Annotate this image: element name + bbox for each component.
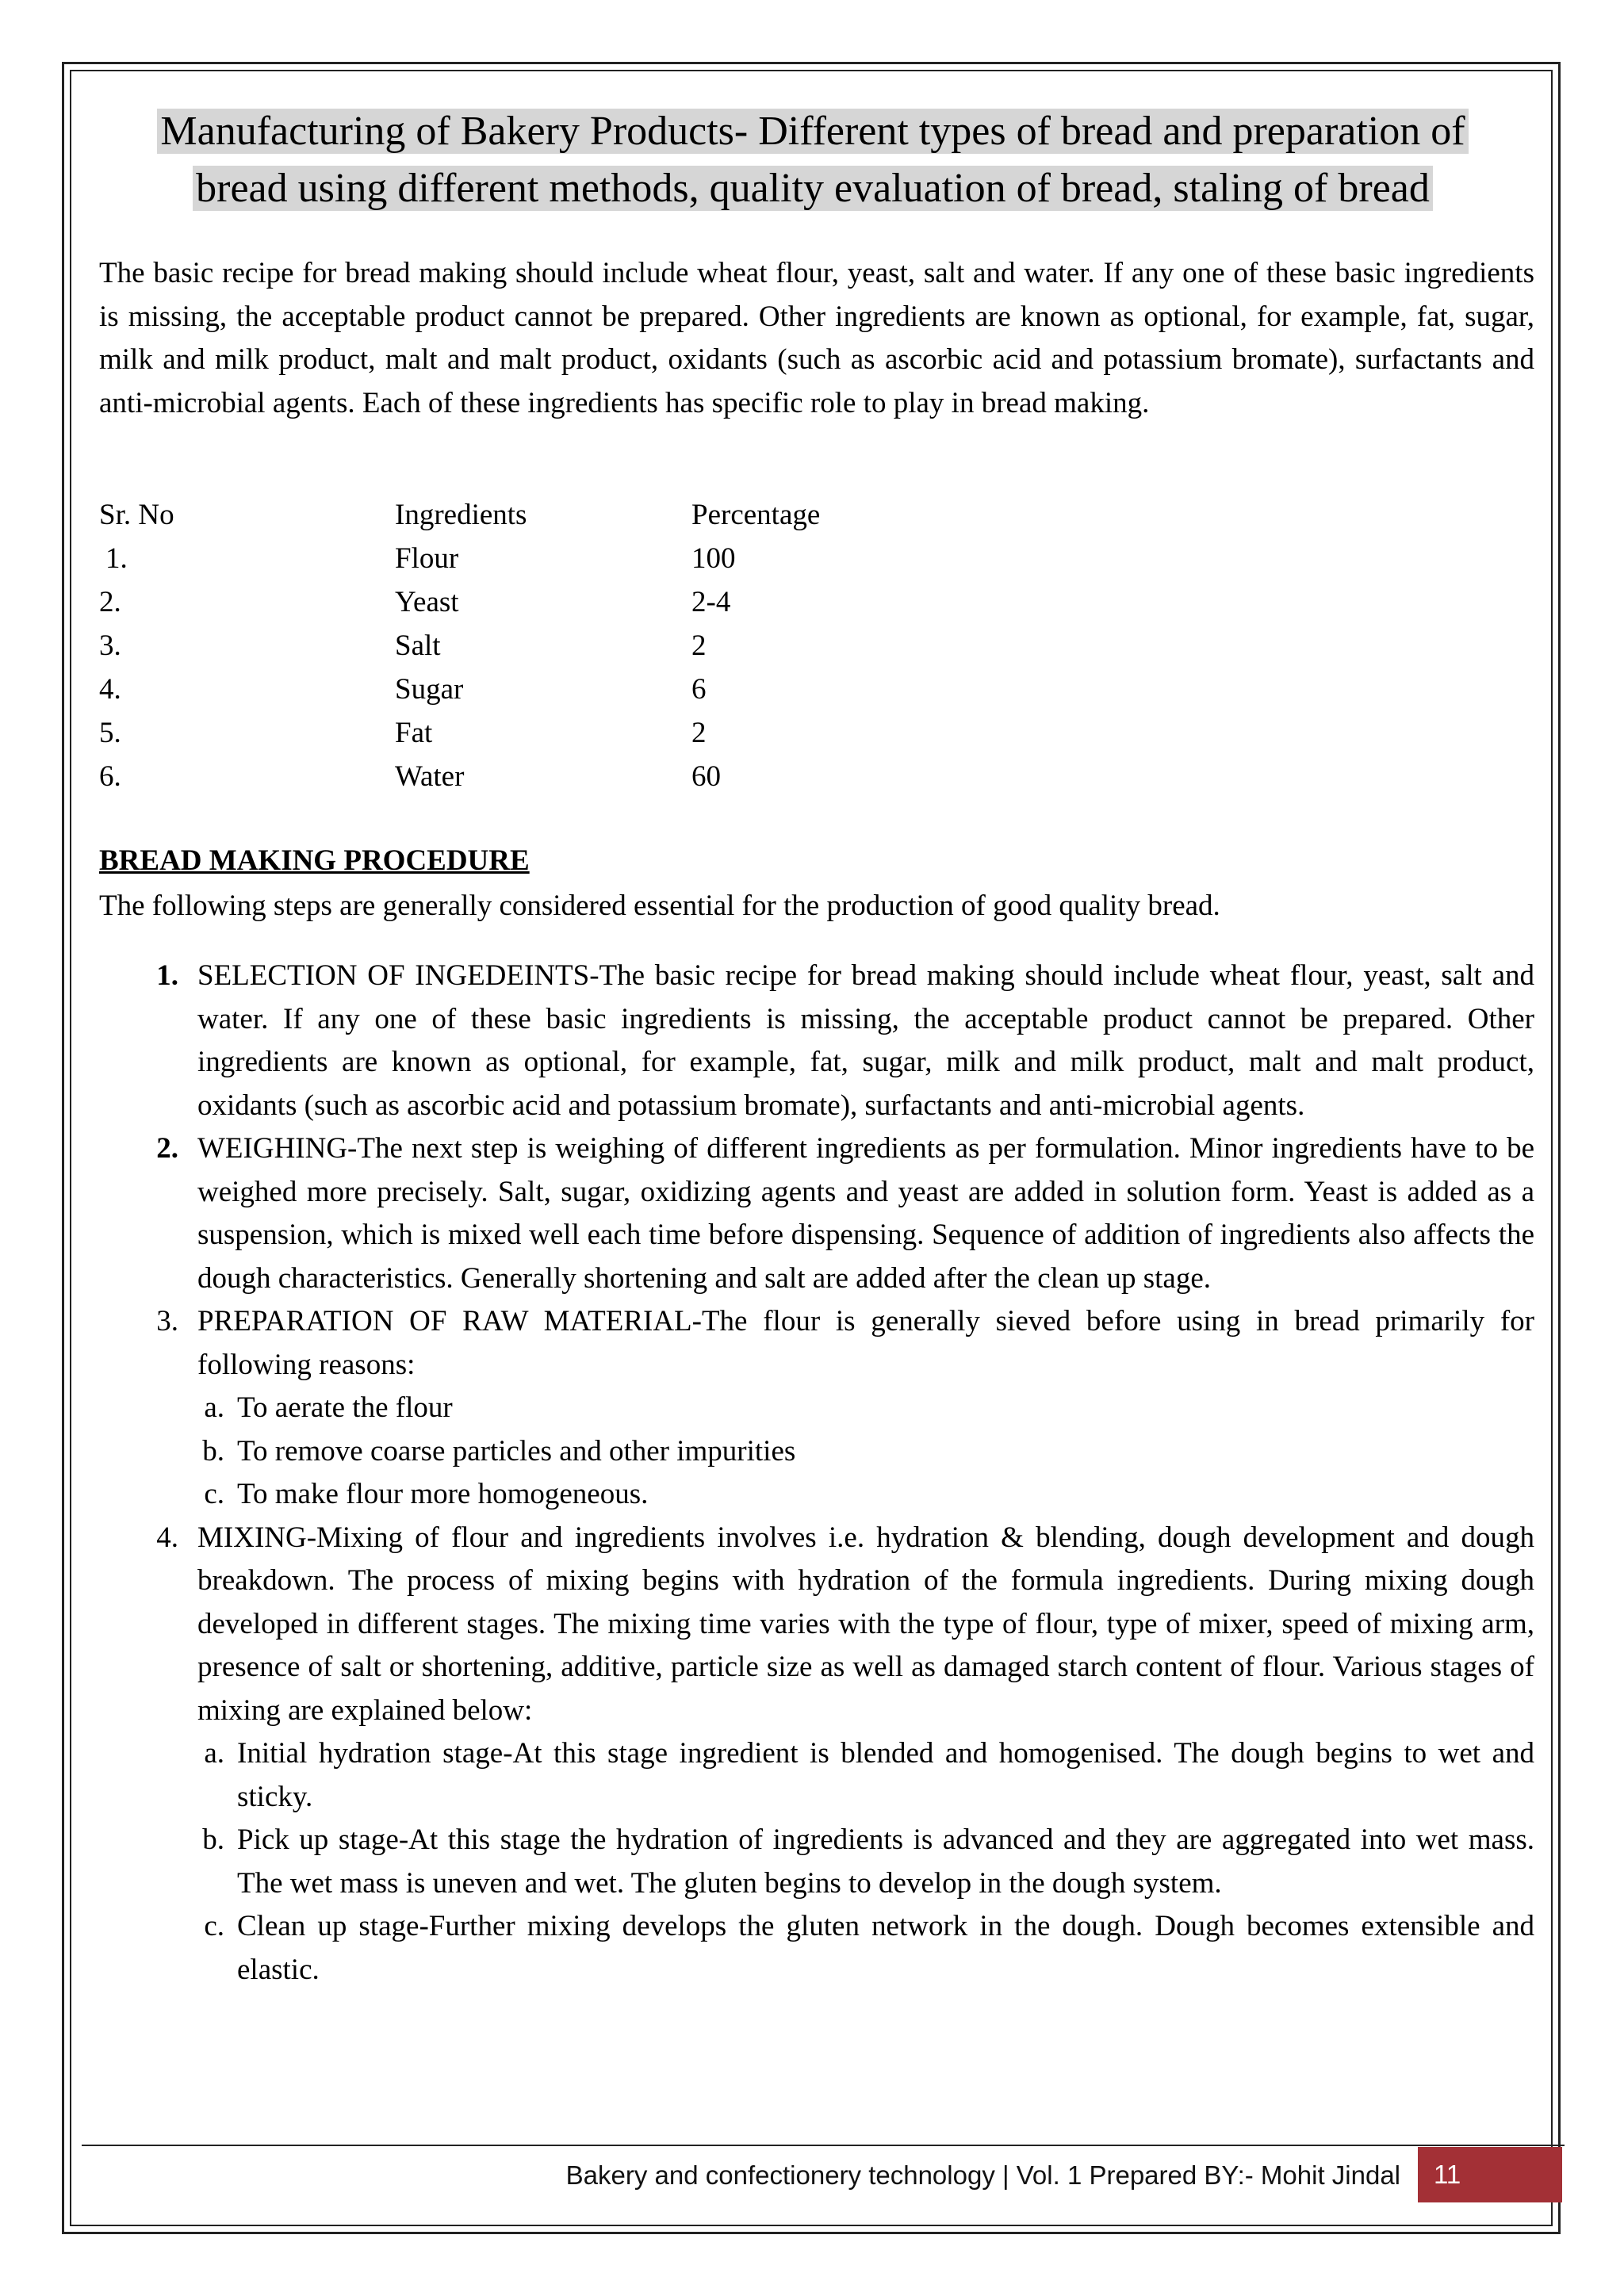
footer-text: Bakery and confectionery technology | Vol. 1 Prepared BY:- Mohit Jindal <box>565 2160 1400 2190</box>
table-header-ingredients: Ingredients <box>395 499 527 531</box>
sub-list-item-text: Initial hydration stage-At this stage ingredient is blended and homogenised. The dough begins to wet and sticky. <box>237 1737 1534 1813</box>
sub-list-item <box>139 1819 1534 1905</box>
sub-list-item-text: To make flour more homogeneous. <box>237 1478 649 1510</box>
table-cell-ingredient: Flour <box>395 542 459 575</box>
sub-list-item <box>139 1387 1534 1430</box>
table-cell-srno: 6. <box>99 760 121 793</box>
list-item <box>139 1300 1534 1387</box>
list-item <box>139 1517 1534 1733</box>
table-cell-percentage: 2-4 <box>691 586 731 618</box>
table-cell-percentage: 6 <box>691 673 707 706</box>
table-row <box>99 537 892 580</box>
footer-rule <box>82 2145 1565 2146</box>
list-item <box>139 1127 1534 1300</box>
list-item-number: 2. <box>156 1132 178 1165</box>
sub-list-item-letter: b. <box>202 1434 224 1468</box>
document-title <box>119 103 1507 217</box>
table-row <box>99 755 892 798</box>
procedure-list <box>139 955 1534 1992</box>
table-cell-percentage: 2 <box>691 717 707 749</box>
table-cell-ingredient: Sugar <box>395 673 464 706</box>
table-cell-srno: 3. <box>99 629 121 662</box>
table-cell-percentage: 100 <box>691 542 736 575</box>
table-cell-percentage: 2 <box>691 629 707 662</box>
table-row <box>99 580 892 624</box>
table-cell-ingredient: Yeast <box>395 586 459 618</box>
section-heading: BREAD MAKING PROCEDURE <box>99 844 530 877</box>
sub-list-item <box>139 1732 1534 1819</box>
table-header-srno: Sr. No <box>99 499 174 531</box>
list-item-number: 4. <box>156 1521 178 1554</box>
list-item-text: MIXING-Mixing of flour and ingredients involves i.e. hydration & blending, dough development and dough breakdown. The process of mixing begins with hydration of the formula ingredients. During mixing dough developed in different stages. The mixing time varies with the type of flour, type of mixer, speed of mixing arm, presence of salt or shortening, additive, particle size as well as damaged starch content of flour. Various stages of mixing are explained below: <box>197 1521 1534 1727</box>
table-cell-srno: 5. <box>99 717 121 749</box>
list-item <box>139 955 1534 1127</box>
section-intro: The following steps are generally considered essential for the production of good quality bread. <box>99 890 1220 922</box>
sub-list-item-text: Clean up stage-Further mixing develops the gluten network in the dough. Dough becomes extensible and elastic. <box>237 1910 1534 1986</box>
page-number-badge: 11 <box>1418 2147 1562 2202</box>
sub-list-item <box>139 1430 1534 1474</box>
sub-list-item <box>139 1905 1534 1992</box>
table-cell-ingredient: Fat <box>395 717 433 749</box>
table-row <box>99 711 892 755</box>
title-line-2: bread using different methods, quality evaluation of bread, staling of bread <box>193 166 1433 211</box>
ingredients-table <box>99 493 892 798</box>
table-cell-srno: 4. <box>99 673 121 706</box>
table-row <box>99 668 892 711</box>
table-cell-srno: 2. <box>99 586 121 618</box>
sub-list-item-letter: a. <box>204 1391 224 1424</box>
list-item-number: 3. <box>156 1305 178 1337</box>
sub-list-item <box>139 1473 1534 1517</box>
intro-paragraph: The basic recipe for bread making should include wheat flour, yeast, salt and water. If any one of these basic ingredients is missing, the acceptable product cannot be prepared. Other ingredients are known as optional, for example, fat, sugar, milk and milk product, malt and malt product, oxidants (such as ascorbic acid and potassium bromate), surfactants and anti-microbial agents. Each of these ingredients has specific role to play in bread making. <box>99 257 1534 419</box>
table-header-row <box>99 493 892 537</box>
list-item-number: 1. <box>156 959 178 992</box>
list-item-text: WEIGHING-The next step is weighing of different ingredients as per formulation. Minor ingredients have to be weighed more precisely. Salt, sugar, oxidizing agents and yeast are added in solution form. Yeast is added as a suspension, which is mixed well each time before dispensing. Sequence of addition of ingredients also affects the dough characteristics. Generally shortening and salt are added after the clean up stage. <box>197 1132 1534 1295</box>
table-cell-srno: 1. <box>105 542 128 575</box>
sub-list-item-letter: c. <box>204 1910 224 1942</box>
title-line-1: Manufacturing of Bakery Products- Different types of bread and preparation of <box>157 109 1468 154</box>
table-header-percentage: Percentage <box>691 499 821 531</box>
sub-list-item-letter: a. <box>204 1737 224 1770</box>
sub-list-item-letter: b. <box>202 1823 224 1856</box>
sub-list-item-text: Pick up stage-At this stage the hydration of ingredients is advanced and they are aggregated into wet mass. The wet mass is uneven and wet. The gluten begins to develop in the dough system. <box>237 1823 1534 1900</box>
sub-list-item-text: To remove coarse particles and other impurities <box>237 1434 796 1468</box>
table-cell-ingredient: Water <box>395 760 465 793</box>
table-row <box>99 624 892 668</box>
list-item-text: PREPARATION OF RAW MATERIAL-The flour is generally sieved before using in bread primarily for following reasons: <box>197 1305 1534 1381</box>
sub-list-item-letter: c. <box>204 1478 224 1510</box>
table-cell-ingredient: Salt <box>395 629 441 662</box>
sub-list-item-text: To aerate the flour <box>237 1391 453 1424</box>
list-item-text: SELECTION OF INGEDEINTS-The basic recipe for bread making should include wheat flour, yeast, salt and water. If any one of these basic ingredients is missing, the acceptable product cannot be prepared. Other ingredients are known as optional, for example, fat, sugar, milk and milk product, malt and malt product, oxidants (such as ascorbic acid and potassium bromate), surfactants and anti-microbial agents. <box>197 959 1534 1122</box>
table-cell-percentage: 60 <box>691 760 721 793</box>
